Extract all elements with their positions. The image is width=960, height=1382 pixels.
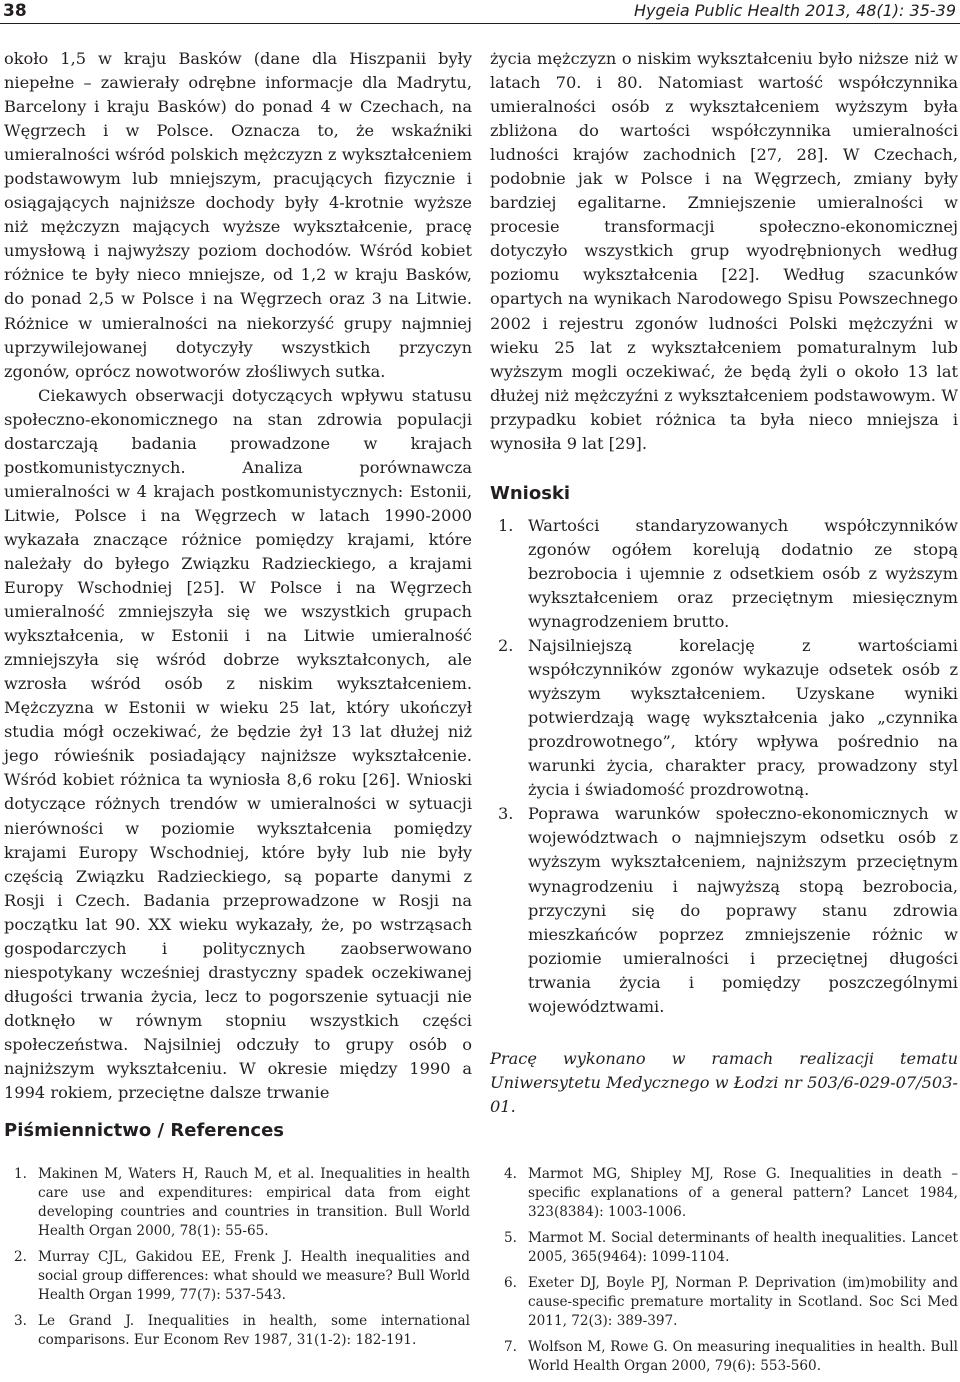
- reference-number: 1.: [14, 1166, 27, 1182]
- body-paragraph: Ciekawych obserwacji dotyczących wpływu statusu społeczno-ekonomicznego na stan zdrowia populacji dostarczają badania prowadzone w krajach postkomunistycznych. Analiza porównawcza umieralności w 4 krajach postkomunistycznych: Estonii, Litwie, Polsce i na Węgrzech w latach 1990-2000 wykazała znaczące różnice pomiędzy krajami, które należały do byłego Związku Radzieckiego, a krajami Europy Wschodniej [25]. W Polsce i na Węgrzech umieralność zmniejszyła się we wszystkich grupach wykształcenia, w Estonii i na Litwie umieralność zmniejszyła się wśród dobrze wykształconych, ale wzrosła wśród osób z niskim wykształceniem. Mężczyzna w Estonii w wieku 25 lat, który ukończył studia mógł oczekiwać, że będzie żył 13 lat dłużej niż jego rówieśnik posiadający najniższe wykształcenie. Wśród kobiet różnica ta wyniosła 8,6 roku [26]. Wnioski dotyczące różnych trendów w umieralności w sytuacji nierówności w poziomie wykształcenia pomiędzy krajami Europy Wschodniej, które były lub nie były częścią Związku Radzieckiego, są poparte danymi z Rosji i Czech. Badania przeprowadzone w Rosji na początku lat 90. XX wieku wykazały, że, po wstrząsach gospodarczych i politycznych zaobserwowano niespotykany wcześniej drastyczny spadek oczekiwanej długości trwania życia, lecz to pogorszenie sytuacji nie dotknęło w równym stopniu wszystkich części społeczeństwa. Najsilniej odczuły to grupy osób o najniższym wykształceniu. W okresie między 1990 a 1994 rokiem, przeciętne dalsze trwanie: [4, 385, 472, 1103]
- reference-item: [8, 1312, 470, 1350]
- references-left-column: [8, 1165, 470, 1357]
- reference-text: Wolfson M, Rowe G. On measuring inequalities in health. Bull World Health Organ 2000, 79(6): 553-560.: [528, 1339, 958, 1374]
- reference-number: 5.: [504, 1230, 517, 1246]
- reference-number: 2.: [14, 1249, 27, 1265]
- body-paragraph: około 1,5 w kraju Basków (dane dla Hiszpanii były niepełne – zawierały odrębne informacje dla Madrytu, Barcelony i kraju Basków) do ponad 4 w Czechach, na Węgrzech i w Polsce. Oznacza to, że wskaźniki umieralności wśród polskich mężczyzn z wykształceniem podstawowym lub mniejszym, pracujących fizycznie i osiągających najniższe dochody były 4-krotnie wyższe niż mężczyzn mających wyższe wykształcenie, pracę umysłową i najwyższy poziom dochodów. Wśród kobiet różnice te były nieco mniejsze, od 1,2 w kraju Basków, do ponad 2,5 w Polsce i na Węgrzech oraz 3 na Litwie. Różnice w umieralności na niekorzyść grupy najmniej uprzywilejowanej dotyczyły wszystkich przyczyn zgonów, oprócz nowotworów złośliwych sutka.: [4, 49, 472, 381]
- conclusion-number: 1.: [498, 515, 514, 535]
- conclusion-item: [490, 802, 958, 1018]
- acknowledgment: Pracę wykonano w ramach realizacji tematu Uniwersytetu Medycznego w Łodzi nr 503/6-029-07/503-01.: [490, 1048, 958, 1116]
- reference-item: [498, 1165, 958, 1222]
- conclusion-text: Wartości standaryzowanych współczynników zgonów ogółem korelują dodatnio ze stopą bezrobocia i ujemnie z odsetkiem osób z wyższym wykształceniem oraz przeciętnym miesięcznym wynagrodzeniem brutto.: [528, 515, 958, 631]
- conclusion-item: [490, 634, 958, 802]
- reference-number: 3.: [14, 1313, 27, 1329]
- reference-text: Murray CJL, Gakidou EE, Frenk J. Health inequalities and social group differences: what should we measure? Bull World Health Organ 1999, 77(7): 537-543.: [38, 1249, 470, 1303]
- reference-number: 4.: [504, 1166, 517, 1182]
- conclusions-list: [490, 514, 958, 1019]
- reference-text: Exeter DJ, Boyle PJ, Norman P. Deprivation (im)mobility and cause-specific premature mortality in Scotland. Soc Sci Med 2011, 72(3): 389-397.: [528, 1275, 958, 1329]
- reference-item: [498, 1274, 958, 1331]
- reference-text: Marmot MG, Shipley MJ, Rose G. Inequalities in death – specific explanations of a general pattern? Lancet 1984, 323(8384): 1003-1006.: [528, 1166, 958, 1220]
- reference-item: [498, 1229, 958, 1267]
- conclusion-number: 3.: [498, 804, 514, 824]
- reference-text: Le Grand J. Inequalities in health, some international comparisons. Eur Econom Rev 1987, 31(1-2): 182-191.: [38, 1313, 470, 1348]
- body-paragraph: życia mężczyzn o niskim wykształceniu było niższe niż w latach 70. i 80. Natomiast wartość współczynnika umieralności osób z wykształceniem wyższym była zbliżona do wartości współczynnika umieralności ludności krajów zachodnich [27, 28]. W Czechach, podobnie jak w Polsce i na Węgrzech, zmiany były bardziej egalitarne. Zmniejszenie umieralności w procesie transformacji społeczno-ekonomicznej dotyczyło wszystkich grup wyodrębnionych według poziomu wykształcenia [22]. Według szacunków opartych na wynikach Narodowego Spisu Powszechnego 2002 i rejestru zgonów ludności Polski mężczyźni w wieku 25 lat z wykształceniem pomaturalnym lub wyższym mogli oczekiwać, że będą żyli o około 13 lat dłużej niż mężczyźni z wykształceniem podstawowym. W przypadku kobiet różnica ta była nieco mniejsza i wynosiła 9 lat [29].: [490, 49, 958, 453]
- references-heading: Piśmiennictwo / References: [4, 1120, 284, 1141]
- reference-number: 6.: [504, 1275, 517, 1291]
- page-number: 38: [3, 1, 27, 21]
- conclusion-text: Poprawa warunków społeczno-ekonomicznych w województwach o najmniejszym odsetku osób z wyższym wykształceniem, najniższym przeciętnym wynagrodzeniu i najwyższą stopą bezrobocia, przyczyni się do poprawy stanu zdrowia mieszkańców poprzez zmniejszenie różnic w poziomie umieralności i przeciętnej długości trwania życia i pomiędzy poszczególnymi województwami.: [528, 804, 958, 1016]
- right-column: [490, 47, 958, 1119]
- reference-item: [8, 1165, 470, 1241]
- left-column: [4, 47, 472, 1105]
- reference-number: 7.: [504, 1339, 517, 1355]
- reference-text: Marmot M. Social determinants of health inequalities. Lancet 2005, 365(9464): 1099-1104.: [528, 1230, 958, 1265]
- page-header: [0, 0, 960, 24]
- reference-item: [498, 1338, 958, 1376]
- reference-item: [8, 1248, 470, 1305]
- conclusion-text: Najsilniejszą korelację z wartościami współczynników zgonów wykazuje odsetek osób z wyższym wykształceniem. Uzyskane wyniki potwierdzają wagę wykształcenia jako „czynnika prozdrowotnego”, który wpływa pośrednio na warunki życia, charakter pracy, prowadzony styl życia i świadomość prozdrowotną.: [528, 636, 958, 800]
- conclusion-item: [490, 514, 958, 634]
- references-right-column: [498, 1165, 958, 1382]
- conclusions-heading: Wnioski: [490, 482, 571, 504]
- conclusion-number: 2.: [498, 636, 514, 656]
- journal-citation: Hygeia Public Health 2013, 48(1): 35-39: [633, 1, 956, 20]
- reference-text: Makinen M, Waters H, Rauch M, et al. Inequalities in health care use and expenditures: empirical data from eight developing countries and countries in transition. Bull World Health Organ 2000, 78(1): 55-65.: [38, 1166, 470, 1239]
